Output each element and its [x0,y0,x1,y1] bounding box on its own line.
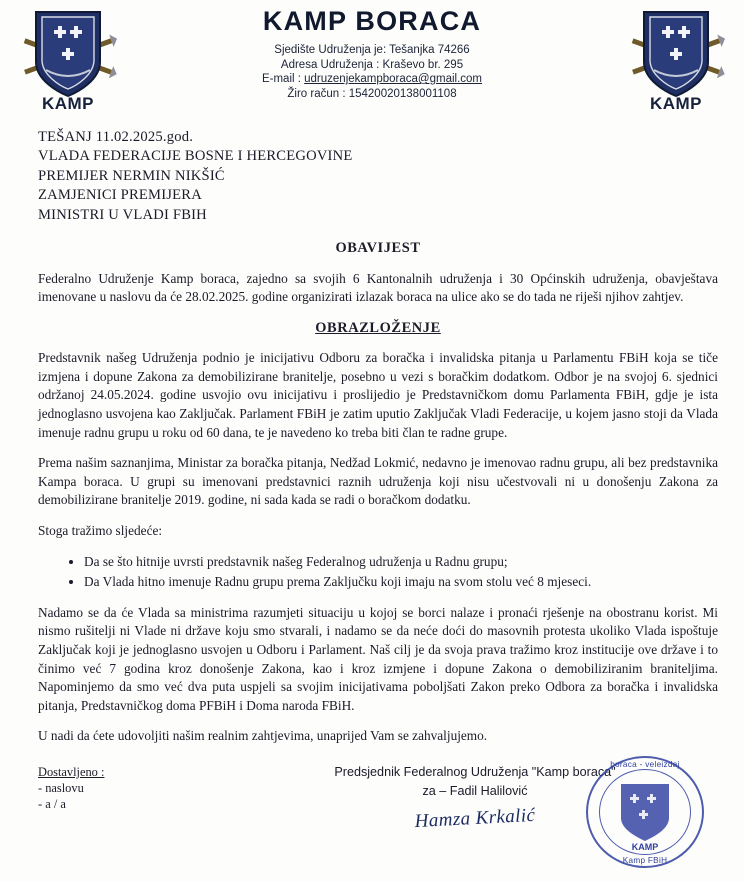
stamp-crest-icon [617,782,673,844]
list-item: • Da Vlada hitno imenuje Radnu grupu prema Zaključku koji imaju na svom stolu već 8 mjeseci. [84,573,718,592]
kamp-crest-left-label: KAMP [41,94,95,113]
delivery-item-1: - naslovu [38,780,84,795]
explanation-paragraph-1: Predstavnik našeg Udruženja podnio je inicijativu Odboru za boračka i invalidska pitanja u Parlamentu FBiH koja se tiče izmjena i dopune Zakona za demobilizirane branitelje, posebno u vezi s boračkim dodatkom. Odbor je na svojoj 6. sjednici održanoj 24.05.2024. godine usvojio ovu inicijativu i proslijedio je Predstavničkom domu Parlamenta FBiH, gdje je ista jednoglasno usvojena kao Zaključak. Parlament FBiH je zatim uputio Zaključak Vladi Federacije, u kojem jasno stoji da Vlada imenuje radnu grupu u roku od 60 dana, te je navedeno ko treba biti član te radne grupe. [38,350,718,440]
org-email-line [130,72,614,87]
addressee-ministers: MINISTRI U VLADI FBIH [38,206,207,223]
explanation-paragraph-4: Nadamo se da će Vlada sa ministrima razumjeti situaciju u kojoj se borci nalaze i pronaći rješenje na obostranu korist. Mi nismo rušitelji ni Vlade ni države koju smo stvarali, i nadamo se da neće doći do masovnih protesta ukoliko Vlada ispoštuje Zaključak koji je jednoglasno usvojen u Odboru i Parlament. Naš cilj je da svoja prava tražimo kroz institucije ove države i to činimo već 7 godina kroz donošenje Zakona, kao i kroz izmjene i dopune Zakona o demobiliziranim braniteljima. Napominjemo da smo već dva puta uspjeli sa svojim inicijativama poboljšati Zakon preko Odbora za boračka i invalidska pitanja, Predstavničkog doma PFBiH i Doma naroda FBiH. [38,604,718,713]
date-line: TEŠANJ 11.02.2025.god. [38,129,194,145]
document-header [0,0,744,118]
notice-heading: OBAVIJEST [335,240,421,257]
header-text-block [130,6,614,101]
org-email-value: udruzenjekampboraca@gmail.com [304,73,483,85]
document-footer [0,759,744,865]
org-email-label: E-mail : [261,73,305,85]
addressee-block [38,128,718,225]
explanation-heading: OBRAZLOŽENJE [315,319,441,336]
org-account-line: Žiro račun : 15420020138001108 [287,87,457,100]
org-address-line: Adresa Udruženja : Kraševo br. 295 [280,58,464,71]
kamp-crest-left [16,4,120,116]
official-stamp [586,756,704,868]
notice-paragraph: Federalno Udruženje Kamp boraca, zajedno sa svojih 6 Kantonalnih udruženja i 30 Općinskih udruženja, obavještava imenovane u naslovu da će 28.02.2025. godine organizirati izlazak boraca na ulice ako se do tada ne riješi njihov zahtjev. [38,270,718,305]
addressee-deputy-premiers: ZAMJENICI PREMIJERA [38,187,202,204]
org-seat-line: Sjedište Udruženja je: Tešanjka 74266 [274,44,470,56]
delivery-item-2: - a / a [38,796,66,811]
document-body [0,118,744,746]
addressee-premier: PREMIJER NERMIN NIKŠIĆ [38,167,225,184]
closing-paragraph: U nadi da ćete udovoljiti našim realnim zahtjevima, unaprijed Vam se zahvaljujemo. [38,728,488,744]
stamp-center-label: KAMP [631,841,659,852]
list-item: • Da se što hitnije uvrsti predstavnik našeg Federalnog udruženja u Radnu grupu; [84,553,718,572]
signatory-name: za – Fadil Halilović [422,783,528,798]
delivery-block [38,764,104,812]
page-title: KAMP BORACA [262,6,482,36]
kamp-crest-right [624,4,728,116]
addressee-government: VLADA FEDERACIJE BOSNE I HERCEGOVINE [38,148,353,165]
demands-list [38,553,718,592]
explanation-paragraph-2: Prema našim saznanjima, Ministar za boračka pitanja, Nedžad Lokmić, nedavno je imenovao radnu grupu, ali bez predstavnika Kampa boraca. U grupi su imenovani predstavnici raznih udruženja koji nisu učestvovali ni u donošenju Zakona za demobilizirane branitelje 2019. godine, ni sada kada se radi o boračkom dodatku. [38,455,718,508]
demands-intro: Stoga tražimo sljedeće: [38,522,163,538]
handwritten-signature: Hamza Krkalić [414,804,536,833]
stamp-bottom-text: Kamp FBiH [622,855,668,865]
signature-block [330,764,620,833]
signatory-title: Predsjednik Federalnog Udruženja "Kamp boraca" [334,764,616,779]
stamp-top-text: boraca - veleizdaj [610,759,680,769]
delivery-title: Dostavljeno : [38,764,105,779]
kamp-crest-right-label: KAMP [649,94,703,113]
